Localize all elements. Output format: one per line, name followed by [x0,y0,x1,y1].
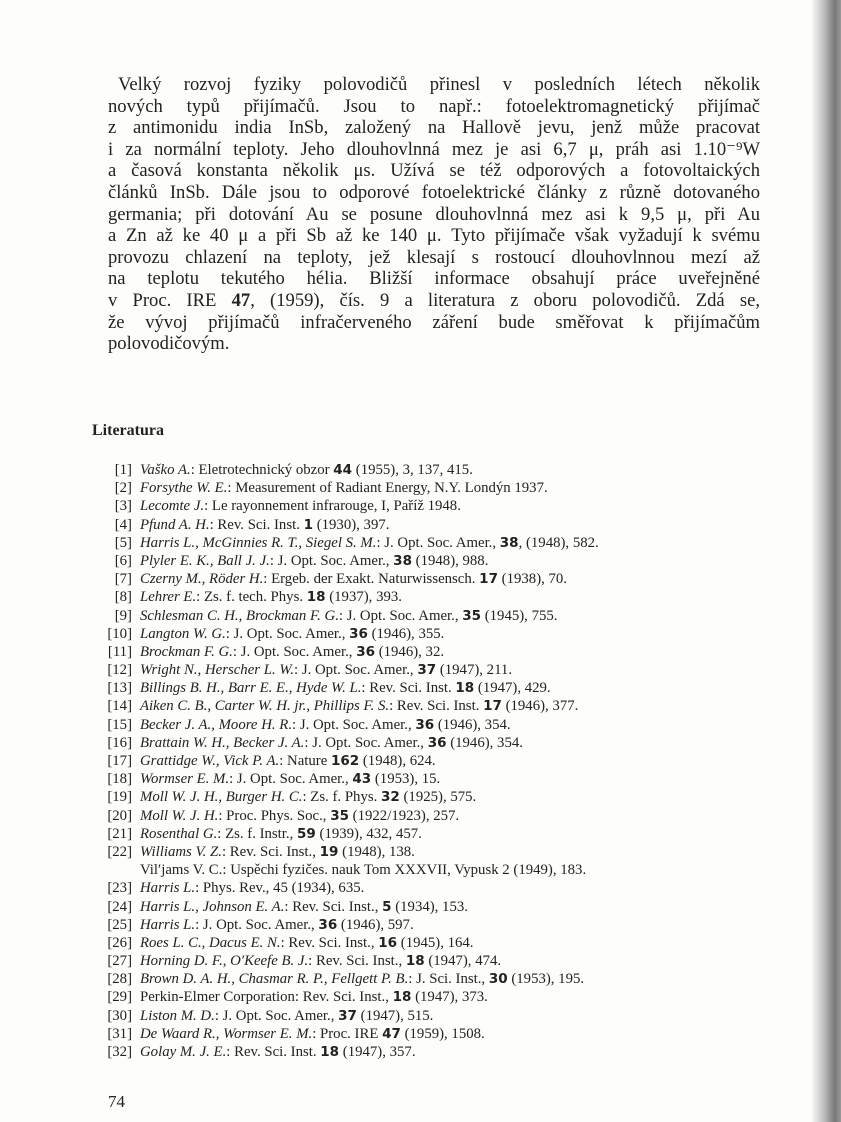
reference-source: : Zs. f. tech. Phys. [196,589,307,606]
reference-item [100,588,800,606]
reference-authors: Rosenthal G. [140,825,218,842]
reference-item [100,879,800,897]
reference-number: [16] [107,734,132,751]
reference-source: : Measurement of Radiant Energy, N.Y. Londýn 1937. [227,480,548,497]
reference-source: Vil′jams V. C.: Uspěchi fyzičes. nauk Tom XXXVII, Vypusk 2 (1949), 183. [140,862,587,879]
reference-text [140,607,557,625]
reference-volume: 38 [499,534,519,551]
reference-item [100,734,800,752]
reference-details: (1948), 988. [411,552,489,569]
reference-text [140,1043,416,1061]
reference-volume: 35 [462,607,482,624]
reference-text [140,643,444,661]
reference-text [140,534,599,552]
reference-text [140,825,422,843]
reference-volume: 35 [330,807,349,824]
reference-details: (1953), 195. [507,971,585,988]
paragraph-line: Velký rozvoj fyziky polovodičů přinesl v posledních létech několik [118,74,760,95]
reference-number: [15] [107,716,132,733]
page-edge-shadow [811,0,841,1122]
reference-volume: 36 [356,643,375,660]
reference-authors: Golay M. J. E. [140,1044,227,1060]
reference-details: (1947), 211. [436,662,513,679]
reference-text [140,497,461,515]
reference-authors: Harris L., Johnson E. A. [140,898,285,915]
reference-number: [11] [107,643,132,660]
reference-number [100,861,140,879]
reference-source: : J. Opt. Soc. Amer., [214,1007,339,1024]
reference-authors: Becker J. A., Moore H. R. [140,716,293,733]
reference-item [100,1007,800,1025]
reference-details: (1946), 597. [337,916,414,933]
reference-list [100,461,800,1061]
reference-volume: 18 [306,589,326,606]
paragraph-line [108,290,760,312]
reference-source: : Rev. Sci. Inst., [284,898,383,915]
reference-source: : Proc. Phys. Soc., [218,807,331,824]
reference-volume: 36 [349,625,368,642]
reference-volume: 47 [382,1025,401,1042]
reference-text [140,588,402,606]
paragraph-line: a časová konstanta několik μs. Užívá se též odporových a fotovoltaických [108,160,760,182]
reference-text [140,898,468,916]
reference-volume: 162 [330,753,360,769]
reference-source: : Le rayonnement infrarouge, I, Paříž 1948. [204,498,461,515]
reference-text [140,679,551,697]
reference-item [100,1025,800,1043]
reference-details: (1925), 575. [399,789,477,806]
reference-source: : J. Sci. Inst., [408,971,489,988]
reference-item [100,916,800,934]
reference-source: : J. Opt. Soc. Amer., [229,771,353,788]
reference-details: (1930), 397. [313,516,390,533]
reference-number: [18] [107,771,132,788]
reference-item [100,479,800,497]
reference-text [140,625,444,643]
reference-source: : Ergeb. der Exakt. Naturwissensch. [263,571,480,588]
reference-source: : J. Opt. Soc. Amer., [294,662,418,679]
reference-source: : J. Opt. Soc. Amer., [304,734,428,751]
reference-volume: 17 [479,571,498,588]
reference-number: [6] [114,552,132,569]
reference-number: [26] [107,934,132,951]
reference-item [100,607,800,625]
reference-item [100,770,800,788]
reference-source: : Proc. IRE [312,1025,383,1042]
reference-authors: Grattidge W., Vick P. A. [140,753,280,769]
reference-text [140,843,415,861]
reference-authors: Brown D. A. H., Chasmar R. P., Fellgett P. B. [140,971,409,988]
reference-source: : Rev. Sci. Inst., [280,934,379,951]
reference-volume: 17 [483,698,502,715]
paragraph-line: polovodičovým. [108,333,230,355]
reference-details: (1946), 354. [446,734,523,751]
reference-details: (1959), 1508. [400,1025,485,1042]
reference-number: [13] [107,680,132,697]
reference-number: [17] [107,753,132,769]
reference-source: : Rev. Sci. Inst., [221,843,320,860]
volume-number: 47 [231,289,251,311]
reference-number: [24] [107,898,132,915]
reference-text [140,952,501,970]
reference-authors: Aiken C. B., Carter W. H. jr., Phillips F. S. [140,698,390,715]
line-text: , (1959), čís. 9 a literatura z oboru polovodičů. Zdá se, [250,289,761,311]
reference-details: (1937), 393. [325,589,402,606]
reference-item [100,898,800,916]
reference-volume: 44 [333,462,353,478]
reference-authors: Pfund A. H. [140,516,210,533]
reference-volume: 18 [392,989,412,1006]
reference-item [100,825,800,843]
reference-volume: 30 [488,971,508,988]
reference-authors: Harris L., McGinnies R. T., Siegel S. M. [140,534,377,551]
reference-volume: 18 [455,680,475,697]
reference-authors: Moll W. J. H. [140,807,219,824]
reference-authors: Wormser E. M. [140,771,230,788]
reference-details: (1946), 355. [367,625,445,642]
paragraph-line: germania; při dotování Au se posune dlouhovlnná mez asi k 9,5 μ, při Au [108,203,760,225]
reference-authors: Billings B. H., Barr E. E., Hyde W. L. [140,680,362,697]
reference-item [100,952,800,970]
reference-volume: 1 [303,516,313,533]
reference-item [100,934,800,952]
reference-authors: Liston M. D. [140,1007,215,1024]
reference-number: [19] [107,789,132,806]
reference-authors: Brockman F. G. [140,643,233,660]
reference-item [100,570,800,588]
reference-text [140,970,584,988]
reference-source: : J. Opt. Soc. Amer., [292,716,416,733]
reference-authors: Langton W. G. [140,625,226,642]
reference-volume: 16 [378,934,398,951]
reference-details: (1946), 377. [501,698,579,715]
reference-authors: Lecomte J. [140,498,205,515]
reference-details: (1945), 755. [481,607,558,624]
reference-volume: 36 [318,916,338,933]
reference-details: (1947), 474. [424,953,502,970]
reference-volume: 37 [417,662,437,679]
reference-source: : Nature [279,753,331,769]
reference-source: : Rev. Sci. Inst. [389,698,484,715]
reference-item [100,461,800,479]
reference-volume: 43 [352,771,372,788]
reference-authors: Vaško A. [140,462,191,478]
page-number: 74 [108,1092,125,1111]
reference-number: [25] [107,916,132,933]
reference-text [140,861,586,879]
reference-number: [14] [107,698,132,715]
reference-volume: 5 [382,898,392,915]
reference-number: [22] [107,843,132,860]
reference-volume: 59 [297,825,316,842]
reference-source: : Rev. Sci. Inst., [308,953,406,970]
paragraph-line: provozu chlazení na teploty, jež klesají s rostoucí dlouhovlnnou mezí až [108,246,760,268]
reference-details: (1934), 153. [391,898,468,915]
reference-item [100,625,800,643]
reference-item [100,534,800,552]
reference-text [140,461,473,479]
reference-authors: Forsythe W. E. [140,480,228,497]
reference-item [100,988,800,1006]
reference-text [140,552,488,570]
reference-text [140,661,512,679]
paragraph-line: že vývoj přijímačů infračerveného záření bude směřovat k přijímačům [108,311,760,333]
reference-source: : Phys. Rev., 45 (1934), 635. [195,880,365,897]
reference-volume: 36 [415,716,435,733]
reference-volume: 18 [320,1044,340,1060]
reference-item [100,752,800,770]
reference-source: : Zs. f. Instr., [217,825,298,842]
reference-number: [30] [107,1007,132,1024]
reference-volume: 19 [319,843,339,860]
reference-number: [4] [114,516,132,533]
reference-details: (1938), 70. [497,571,568,588]
reference-item [100,679,800,697]
reference-source: : J. Opt. Soc. Amer., [232,643,357,660]
reference-text [140,788,476,806]
reference-text [140,697,578,715]
reference-details: (1947), 515. [356,1007,434,1024]
reference-number: [31] [107,1025,132,1042]
reference-details: (1947), 429. [474,680,551,697]
reference-authors: Plyler E. K., Ball J. J. [140,552,270,569]
reference-source: : Rev. Sci. Inst. [361,680,456,697]
reference-text [140,807,459,825]
reference-number: [28] [107,971,132,988]
reference-text [140,752,436,770]
reference-source: : J. Opt. Soc. Amer., [269,552,394,569]
reference-text [140,934,474,952]
reference-number: [3] [114,498,132,515]
paragraph-line: z antimonidu india InSb, založený na Hallově jevu, jenž může pracovat [108,117,760,139]
reference-details: (1948), 138. [338,843,415,860]
reference-text [140,1025,485,1043]
reference-details: (1939), 432, 457. [315,825,422,842]
body-paragraph [108,74,760,355]
reference-source: : J. Opt. Soc. Amer., [338,607,463,624]
reference-authors: Horning D. F., O′Keefe B. J. [140,953,309,970]
reference-item [100,697,800,715]
paragraph-line: na teplotu tekutého hélia. Bližší informace obsahují práce uveřejněné [108,268,760,290]
reference-number: [10] [107,625,132,642]
reference-number: [29] [107,989,132,1006]
reference-source: Perkin-Elmer Corporation: Rev. Sci. Inst., [140,989,393,1006]
reference-item [100,1043,800,1061]
reference-item [100,552,800,570]
paragraph-line: i za normální teploty. Jeho dlouhovlnná mez je asi 6,7 μ, práh asi 1.10⁻⁹W [108,138,760,160]
reference-item [100,970,800,988]
reference-authors: Lehrer E. [140,589,197,606]
reference-details: (1948), 624. [359,753,436,769]
reference-text [140,734,523,752]
reference-number: [23] [107,880,132,897]
reference-text [140,570,567,588]
reference-details: , (1948), 582. [518,534,599,551]
paragraph-line: článků InSb. Dále jsou to odporové fotoelektrické články z různě dotovaného [108,181,760,203]
reference-number: [5] [114,534,132,551]
reference-details: (1946), 32. [375,643,445,660]
reference-number: [32] [107,1044,132,1060]
reference-text [140,879,364,897]
reference-volume: 18 [405,953,425,970]
reference-text [140,988,488,1006]
reference-authors: Schlesman C. H., Brockman F. G. [140,607,339,624]
reference-number: [12] [107,662,132,679]
reference-details: (1953), 15. [371,771,441,788]
reference-authors: Wright N., Herscher L. W. [140,662,295,679]
reference-text [140,479,548,497]
reference-number: [9] [114,607,132,624]
reference-text [140,1007,433,1025]
reference-number: [7] [114,571,132,588]
reference-authors: Brattain W. H., Becker J. A. [140,734,305,751]
reference-source: : Rev. Sci. Inst. [209,516,304,533]
reference-authors: Harris L. [140,916,196,933]
reference-volume: 36 [427,734,447,751]
reference-source: : J. Opt. Soc. Amer., [195,916,319,933]
reference-authors: De Waard R., Wormser E. M. [140,1025,313,1042]
reference-item [100,843,800,861]
reference-text [140,716,511,734]
paragraph-line: a Zn až ke 40 μ a při Sb až ke 140 μ. Tyto přijímače však vyžadují k svému [108,225,760,247]
reference-authors: Williams V. Z. [140,843,222,860]
reference-text [140,516,389,534]
reference-details: (1955), 3, 137, 415. [352,462,473,478]
reference-item [100,788,800,806]
reference-source: : J. Opt. Soc. Amer., [225,625,350,642]
reference-source: : Rev. Sci. Inst. [226,1044,321,1060]
reference-source: : J. Opt. Soc. Amer., [376,534,500,551]
reference-details: (1922/1923), 257. [348,807,460,824]
reference-number: [1] [114,462,132,478]
reference-details: (1945), 164. [397,934,474,951]
reference-item [100,716,800,734]
reference-item [100,497,800,515]
reference-number: [8] [114,589,132,606]
line-text: v Proc. IRE [108,289,232,311]
reference-number: [21] [107,825,132,842]
reference-authors: Roes L. C., Dacus E. N. [140,934,281,951]
reference-volume: 38 [393,552,412,569]
reference-item [100,661,800,679]
reference-details: (1946), 354. [434,716,511,733]
section-heading: Literatura [92,422,164,439]
reference-item [100,861,800,879]
reference-number: [27] [107,953,132,970]
paragraph-line: nových typů přijímačů. Jsou to např.: fotoelektromagnetický přijímač [108,95,760,117]
reference-item [100,643,800,661]
reference-number: [2] [114,480,132,497]
reference-source: : Eletrotechnický obzor [190,462,334,478]
reference-authors: Czerny M., Röder H. [140,571,264,588]
reference-item [100,807,800,825]
reference-details: (1947), 357. [339,1044,416,1060]
reference-authors: Harris L. [140,880,196,897]
reference-volume: 32 [381,789,400,806]
reference-details: (1947), 373. [411,989,488,1006]
reference-number: [20] [107,807,132,824]
reference-item [100,516,800,534]
reference-text [140,770,440,788]
reference-authors: Moll W. J. H., Burger H. C. [140,789,303,806]
reference-source: : Zs. f. Phys. [302,789,381,806]
reference-volume: 37 [338,1007,357,1024]
reference-text [140,916,414,934]
